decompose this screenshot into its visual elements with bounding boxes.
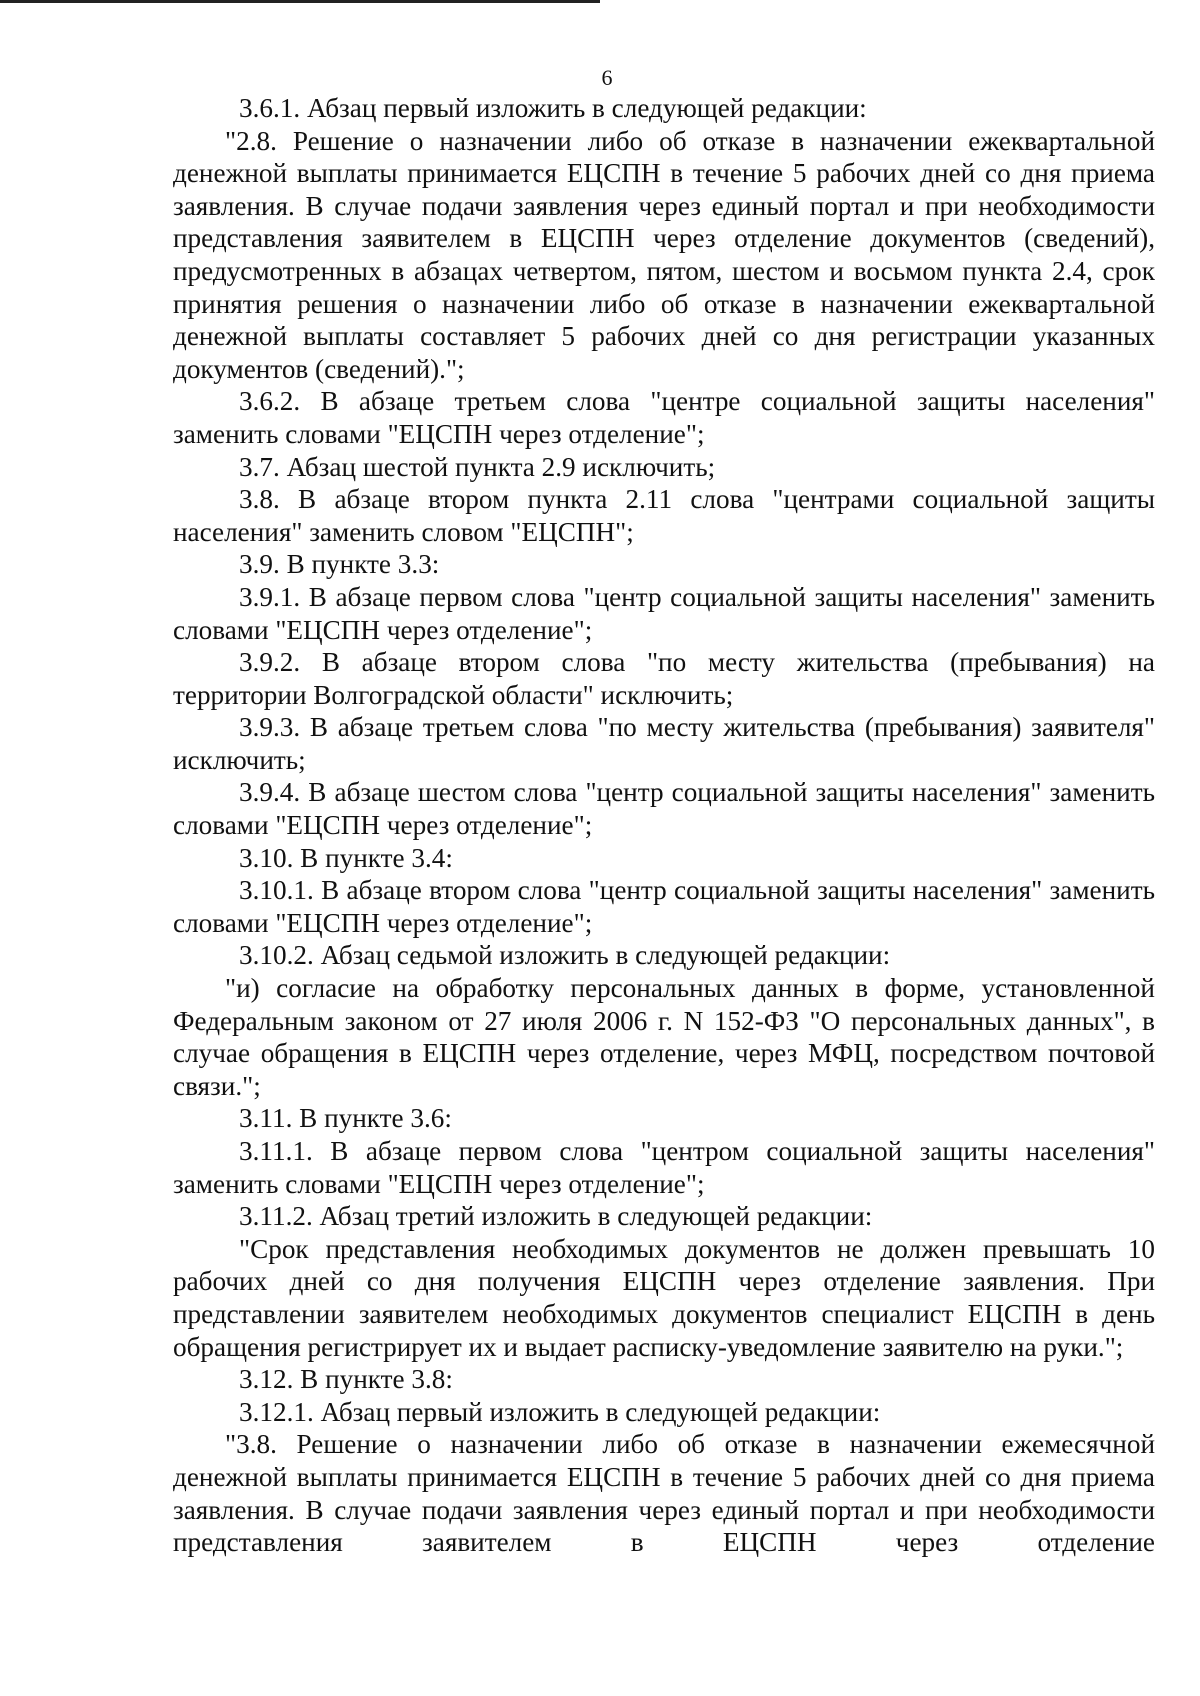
page-number: 6 xyxy=(601,65,613,90)
paragraph: 3.6.1. Абзац первый изложить в следующей редакции: xyxy=(239,93,867,123)
paragraph: 3.7. Абзац шестой пункта 2.9 исключить; xyxy=(239,451,716,482)
paragraph: 3.9.2. В абзаце втором слова "по месту жительства (пребывания) на территории Волгоградской области" исключить; xyxy=(173,647,1155,710)
paragraph: 3.12. В пункте 3.8: xyxy=(239,1364,453,1395)
paragraph: 3.9. В пункте 3.3: xyxy=(239,549,440,580)
paragraph: 3.12.1. Абзац первый изложить в следующей редакции: xyxy=(239,1396,881,1427)
paragraph: 3.8. В абзаце втором пункта 2.11 слова "центрами социальной защиты населения" заменить словом "ЕЦСПН"; xyxy=(173,484,1155,547)
paragraph: 3.9.1. В абзаце первом слова "центр социальной защиты населения" заменить словами "ЕЦСПН через отделение"; xyxy=(173,581,1155,645)
paragraph: "Срок представления необходимых документов не должен превышать 10 рабочих дней со дня получения ЕЦСПН через отделение заявления. При представлении заявителем необходимых документов специалист ЕЦСПН в день обращения регистрирует их и выдает расписку-уведомление заявителю на руки."; xyxy=(173,1233,1155,1362)
paragraph: "3.8. Решение о назначении либо об отказе в назначении ежемесячной денежной выплаты принимается ЕЦСПН в течение 5 рабочих дней со дня приема заявления. В случае подачи заявления через единый портал и при необходимости представления заявителем в ЕЦСПН через отделение xyxy=(173,1429,1155,1558)
paragraph: 3.11. В пункте 3.6: xyxy=(239,1103,452,1134)
document-body xyxy=(173,92,1155,1559)
paragraph: 3.11.1. В абзаце первом слова "центром социальной защиты населения" заменить словами "ЕЦСПН через отделение"; xyxy=(173,1136,1155,1199)
paragraph: 3.11.2. Абзац третий изложить в следующей редакции: xyxy=(239,1201,873,1232)
paragraph: "и) согласие на обработку персональных данных в форме, установленной Федеральным законом от 27 июля 2006 г. N 152-ФЗ "О персональных данных", в случае обращения в ЕЦСПН через отделение, через МФЦ, посредством почтовой связи."; xyxy=(173,973,1155,1101)
paragraph: "2.8. Решение о назначении либо об отказе в назначении ежеквартальной денежной выплаты принимается ЕЦСПН в течение 5 рабочих дней со дня приема заявления. В случае подачи заявления через единый портал и при необходимости представления заявителем в ЕЦСПН через отделение документов (сведений), предусмотренных в абзацах четвертом, пятом, шестом и восьмом пункта 2.4, срок принятия решения о назначении либо об отказе в назначении ежеквартальной денежной выплаты составляет 5 рабочих дней со дня регистрации указанных документов (сведений)."; xyxy=(173,125,1155,384)
paragraph: 3.10.1. В абзаце втором слова "центр социальной защиты населения" заменить словами "ЕЦСПН через отделение"; xyxy=(173,875,1155,938)
paragraph: 3.10.2. Абзац седьмой изложить в следующей редакции: xyxy=(239,940,891,971)
paragraph: 3.6.2. В абзаце третьем слова "центре социальной защиты населения" заменить словами "ЕЦСПН через отделение"; xyxy=(173,386,1155,449)
paragraph: 3.9.4. В абзаце шестом слова "центр социальной защиты населения" заменить словами "ЕЦСПН через отделение"; xyxy=(173,777,1155,841)
paragraph: 3.9.3. В абзаце третьем слова "по месту жительства (пребывания) заявителя" исключить; xyxy=(173,712,1155,775)
paragraph: 3.10. В пункте 3.4: xyxy=(239,842,453,873)
top-rule xyxy=(0,0,600,3)
